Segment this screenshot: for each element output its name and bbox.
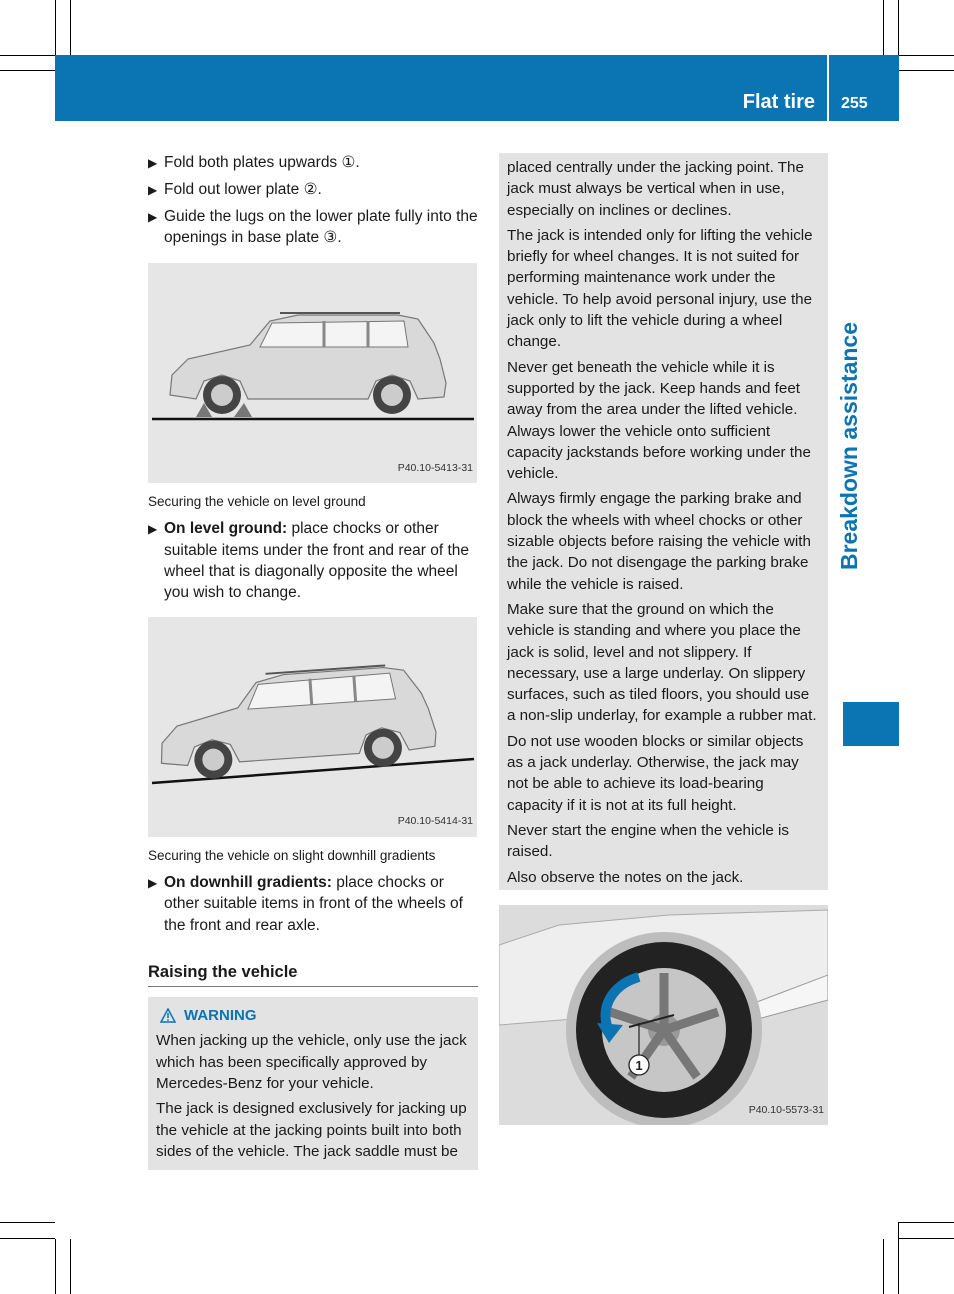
left-column: [148, 152, 478, 1170]
warning-paragraph: The jack is designed exclusively for jacking up the vehicle at the jacking points built into both sides of the vehicle. The jack saddle must be: [156, 1100, 467, 1160]
crop-mark: [55, 1239, 56, 1294]
crop-mark: [899, 1238, 954, 1239]
warning-paragraph: Do not use wooden blocks or similar objects as a jack underlay. Otherwise, the jack may not be able to achieve its load-bearing capacity if it is not at its full height.: [507, 732, 804, 814]
step-item: ▶ On level ground: place chocks or other suitable items under the front and rear of the wheel that is diagonally opposite the wheel you wish to change.: [148, 520, 470, 602]
bullet-arrow-icon: ▶: [148, 156, 158, 170]
figure-code: P40.10-5413-31: [397, 461, 473, 474]
warning-box-continued: [499, 153, 828, 890]
warning-triangle-icon: [160, 1008, 176, 1023]
bullet-arrow-icon: ▶: [148, 182, 158, 197]
figure-car-level-ground: [148, 263, 477, 483]
car-downhill-illustration: [148, 617, 477, 837]
figure-code: P40.10-5414-31: [397, 815, 473, 828]
step-item: ▶ Fold out lower plate ②.: [148, 179, 478, 200]
crop-mark: [0, 70, 55, 71]
bullet-arrow-icon: ▶: [148, 522, 158, 537]
crop-mark: [883, 1239, 884, 1294]
figure-wheel-jack: [499, 905, 828, 1125]
right-column: [499, 153, 828, 1125]
crop-mark: [70, 0, 71, 55]
figure-caption: Securing the vehicle on level ground: [148, 494, 366, 510]
section-heading: Raising the vehicle: [148, 962, 478, 987]
step-item: ▶ On downhill gradients: place chocks or other suitable items in front of the wheels of the front and rear axle.: [148, 873, 463, 934]
figure-car-downhill: [148, 617, 477, 837]
crop-mark: [898, 0, 899, 55]
page-title: Flat tire: [742, 91, 815, 113]
warning-paragraph: placed centrally under the jacking point. The jack must always be vertical when in use, especially on inclines or declines.: [507, 159, 804, 219]
crop-mark: [0, 1222, 55, 1223]
figure-code: P40.10-5573-31: [748, 1103, 824, 1116]
warning-header: WARNING: [156, 1005, 470, 1026]
figure-caption: Securing the vehicle on slight downhill gradients: [148, 847, 436, 863]
warning-paragraph: Also observe the notes on the jack.: [507, 868, 744, 886]
crop-mark: [899, 1222, 954, 1223]
page-header: [55, 55, 899, 121]
section-tab-label: Breakdown assistance: [836, 321, 862, 570]
crop-mark: [899, 55, 954, 56]
wheel-illustration: [499, 905, 828, 1125]
crop-mark: [883, 0, 884, 55]
warning-paragraph: When jacking up the vehicle, only use the jack which has been specifically approved by Mercedes-Benz for your vehicle.: [156, 1032, 467, 1093]
crop-mark: [0, 1238, 55, 1239]
crop-mark: [70, 1239, 71, 1294]
crop-mark: [55, 0, 56, 55]
page-number: 255: [841, 95, 868, 112]
car-level-illustration: [148, 263, 477, 483]
warning-paragraph: Never start the engine when the vehicle is raised.: [507, 821, 789, 861]
warning-paragraph: Never get beneath the vehicle while it is supported by the jack. Keep hands and feet away from the area under the lifted vehicle. Always lower the vehicle onto sufficient capacity jackstands before working under the vehicle.: [507, 358, 811, 483]
warning-paragraph: Always firmly engage the parking brake and block the wheels with wheel chocks or other sizable objects before raising the vehicle with the jack. Do not disengage the parking brake while the vehicle is raised.: [507, 490, 811, 593]
header-divider: [827, 55, 829, 121]
crop-mark: [0, 55, 55, 56]
step-item: ▶ Fold both plates upwards ①.: [148, 152, 478, 173]
callout-number: 1: [635, 1058, 643, 1073]
section-tab-marker: [843, 702, 899, 746]
bullet-arrow-icon: ▶: [148, 875, 158, 890]
warning-box: [148, 997, 478, 1170]
warning-paragraph: Make sure that the ground on which the vehicle is standing and where you place the jack is solid, level and not slippery. If necessary, use a large underlay. On slippery surfaces, such as tiled floors, you should use a non-slip underlay, for example a rubber mat.: [507, 600, 817, 725]
crop-mark: [899, 70, 954, 71]
step-item: ▶ Guide the lugs on the lower plate fully into the openings in base plate ③.: [148, 207, 478, 246]
bullet-arrow-icon: ▶: [148, 209, 158, 224]
warning-paragraph: The jack is intended only for lifting the vehicle briefly for wheel changes. It is not suited for performing maintenance work under the vehicle. To help avoid personal injury, use the jack only to lift the vehicle during a wheel change.: [507, 226, 813, 351]
crop-mark: [898, 1222, 899, 1294]
